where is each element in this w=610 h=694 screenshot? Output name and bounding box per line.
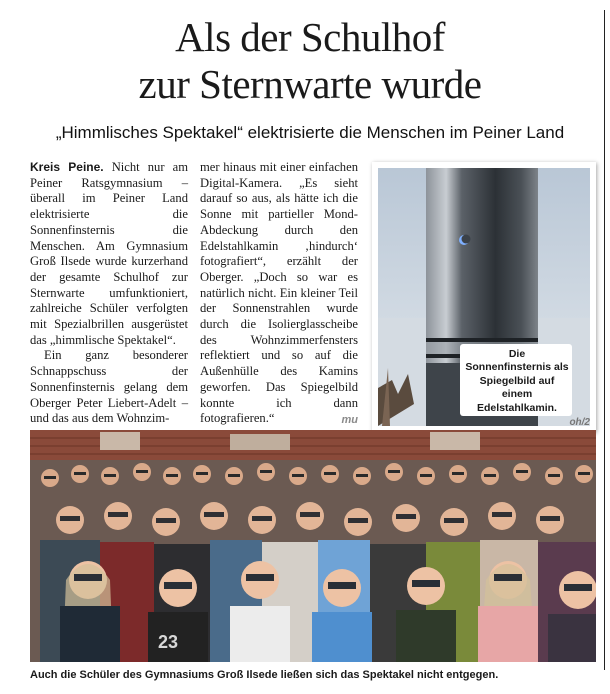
svg-text:23: 23: [158, 632, 179, 652]
headline-line-1: Als der Schulhof: [175, 14, 445, 60]
headline: [20, 14, 600, 108]
article-paragraph-2-start: Ein ganz besonderer Schnappschuss der Sonnenfinsternis gelang dem Oberger Peter Liebert-Adelt – und das aus dem Wohnzim-: [30, 348, 188, 426]
inset-photo-frame: [372, 162, 596, 432]
main-photo-caption: Auch die Schüler des Gymnasiums Groß Ilsede ließen sich das Spektakel nicht entgegen.: [30, 669, 499, 681]
article-column-1: [30, 160, 188, 427]
article-paragraph-1: [30, 160, 188, 348]
crowd-photo: [30, 430, 596, 662]
photo-credit: oh/2: [569, 417, 590, 428]
dateline: Kreis Peine.: [30, 160, 104, 174]
article-paragraph-2-end: mer hinaus mit einer einfachen Digital-Kamera. „Es sieht darauf so aus, als hätte ich die Sonne mit partieller Mond-Abdeckung durch den Edelstahlkamin ‚hindurch‘ fotografiert“, erzählt der Oberger. „Doch so war es natürlich nicht. Ein kleiner Teil der Sonnenstrahlen wurde durch die Isolierglasscheibe des Wohnzimmerfensters reflektiert und so auf die Außenhülle des Kamins geworfen. Das Spiegelbild konnte ich dann fotografieren.“: [200, 160, 358, 426]
article-column-2: [200, 160, 358, 429]
students-eclipse-glasses-image: [30, 430, 596, 662]
inset-caption-box: [460, 344, 572, 416]
headline-line-2: zur Sternwarte wurde: [138, 61, 482, 107]
author-initials: mu: [341, 413, 358, 426]
paragraph-1-text: Nicht nur am Peiner Ratsgymnasium – überall im Peiner Land elektrisierte die Sonnenfinsternis die Menschen. Am Gymnasium Groß Ilsede wurde kurzerhand der gesamte Schulhof zur Sternwarte umfunktioniert, zahlreiche Schüler verfolgten mit Spezialbrillen ausgerüstet das „himmlische Spektakel“.: [30, 160, 188, 347]
subheadline: „Himmlisches Spektakel“ elektrisierte die Menschen im Peiner Land: [55, 123, 565, 142]
column-rule: [604, 10, 605, 670]
inset-caption: Die Sonnenfinsternis als Spiegelbild auf einem Edelstahlkamin.: [465, 348, 569, 414]
